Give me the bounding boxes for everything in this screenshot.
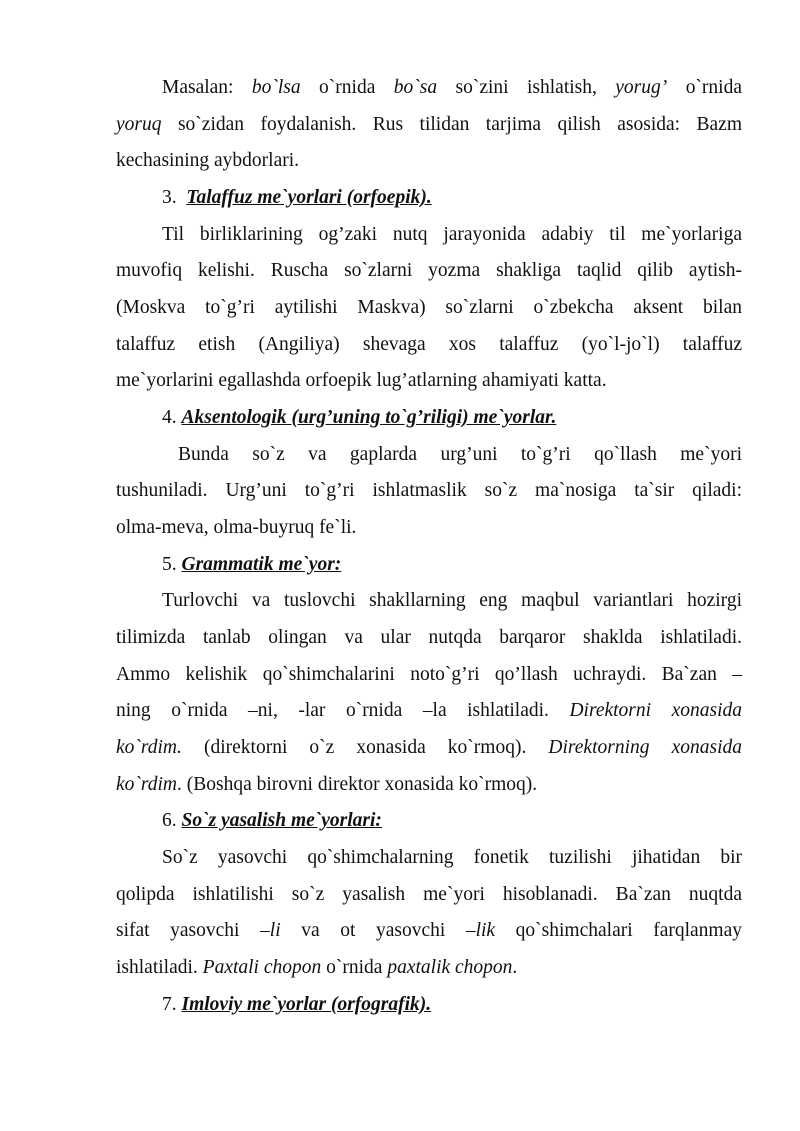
paragraph-line: So`z yasovchi qo`shimchalarning fonetik tuzilishi jihatidan bir: [162, 847, 742, 868]
section-heading-6: 6. So`z yasalish me`yorlari:: [162, 810, 382, 831]
paragraph-line: Til birliklarining og’zaki nutq jarayonida adabiy til me`yorlariga: [162, 224, 742, 245]
paragraph-line: tushuniladi. Urg’uni to`g’ri ishlatmaslik so`z ma`nosiga ta`sir qiladi:: [116, 480, 742, 501]
paragraph-line: ishlatiladi. Paxtali chopon o`rnida paxtalik chopon.: [116, 957, 518, 978]
paragraph-line: ko`rdim. (Boshqa birovni direktor xonasida ko`rmoq).: [116, 774, 538, 795]
paragraph-line: Ammo kelishik qo`shimchalarini noto`g’ri qo’llash uchraydi. Ba`zan –: [116, 664, 742, 685]
paragraph-line: (Moskva to`g’ri aytilishi Maskva) so`zlarni o`zbekcha aksent bilan: [116, 297, 742, 318]
paragraph-line: ning o`rnida –ni, -lar o`rnida –la ishlatiladi. Direktorni xonasida: [116, 700, 742, 721]
paragraph-line: kechasining aybdorlari.: [116, 150, 300, 171]
paragraph-line: me`yorlarini egallashda orfoepik lug’atlarning ahamiyati katta.: [116, 370, 607, 391]
section-heading-5: 5. Grammatik me`yor:: [162, 554, 342, 575]
section-heading-3: 3. Talaffuz me`yorlari (orfoepik).: [162, 187, 432, 208]
paragraph-line: ko`rdim. (direktorni o`z xonasida ko`rmoq). Direktorning xonasida: [116, 737, 742, 758]
paragraph-line: olma-meva, olma-buyruq fe`li.: [116, 517, 357, 538]
paragraph-line: Masalan: bo`lsa o`rnida bo`sa so`zini ishlatish, yorug’ o`rnida: [162, 77, 742, 98]
section-heading-7: 7. Imloviy me`yorlar (orfografik).: [162, 994, 432, 1015]
paragraph-line: talaffuz etish (Angiliya) shevaga xos talaffuz (yo`l-jo`l) talaffuz: [116, 334, 742, 355]
paragraph-line: Bunda so`z va gaplarda urg’uni to`g’ri qo`llash me`yori: [178, 444, 742, 465]
paragraph-line: muvofiq kelishi. Ruscha so`zlarni yozma shakliga taqlid qilib aytish-: [116, 260, 742, 281]
paragraph-line: Turlovchi va tuslovchi shakllarning eng maqbul variantlari hozirgi: [162, 590, 742, 611]
section-heading-4: 4. Aksentologik (urg’uning to`g’riligi) me`yorlar.: [162, 407, 557, 428]
paragraph-line: yoruq so`zidan foydalanish. Rus tilidan tarjima qilish asosida: Bazm: [116, 114, 742, 135]
paragraph-line: sifat yasovchi –li va ot yasovchi –lik qo`shimchalari farqlanmay: [116, 920, 742, 941]
paragraph-line: qolipda ishlatilishi so`z yasalish me`yori hisoblanadi. Ba`zan nuqtda: [116, 884, 742, 905]
paragraph-line: tilimizda tanlab olingan va ular nutqda barqaror shaklda ishlatiladi.: [116, 627, 742, 648]
